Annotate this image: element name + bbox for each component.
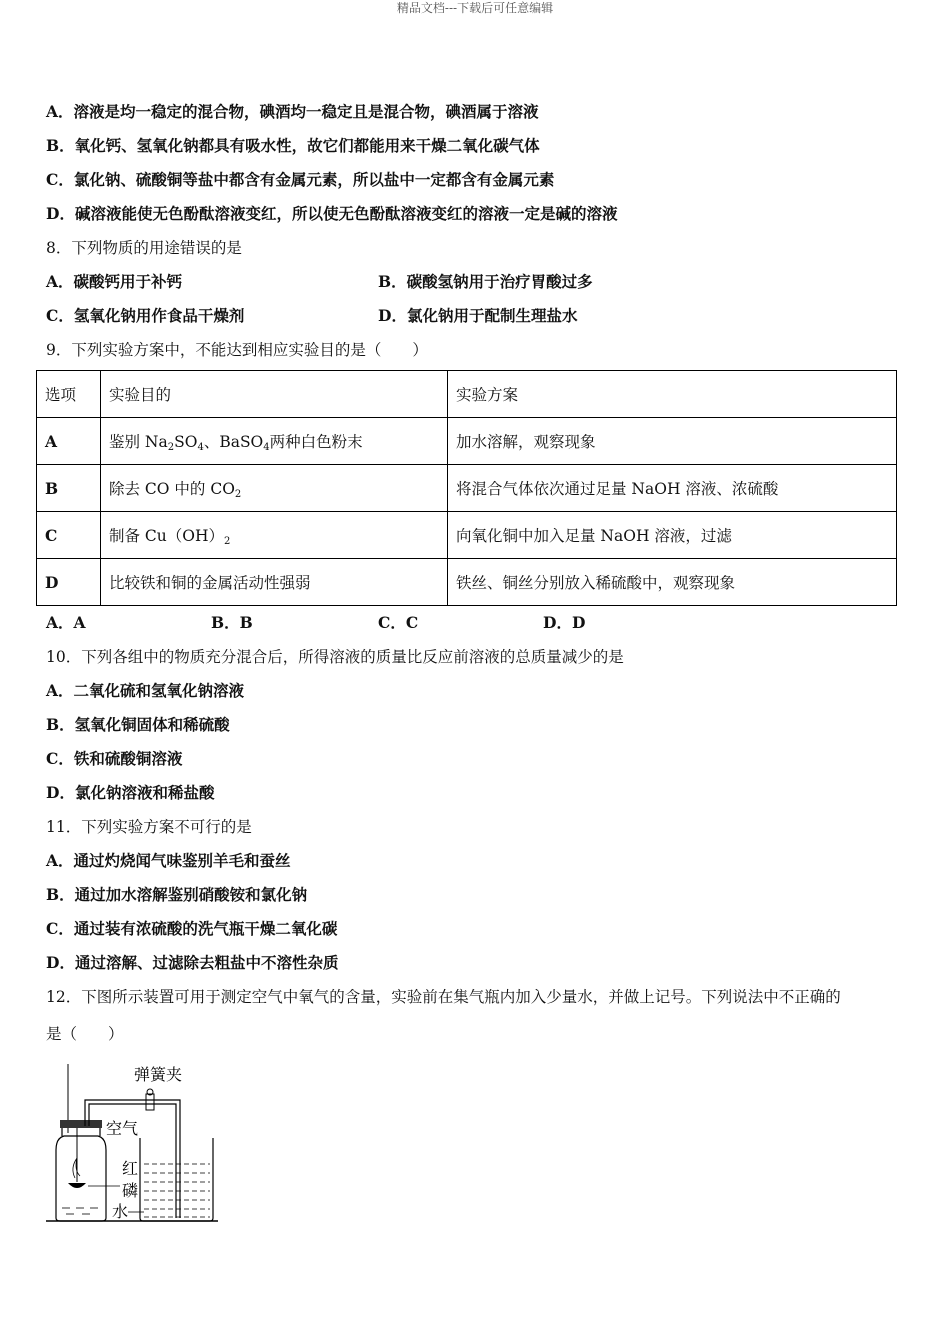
row-option: C (37, 512, 101, 559)
row-plan: 向氧化铜中加入足量 NaOH 溶液，过滤 (448, 512, 897, 559)
table-row (37, 512, 897, 559)
table-header-row (37, 371, 897, 418)
clip-label: 弹簧夹 (134, 1065, 183, 1084)
air-label: 空气 (106, 1119, 139, 1138)
table-row (37, 465, 897, 512)
q7-option-b: B．氧化钙、氢氧化钠都具有吸水性，故它们都能用来干燥二氧化碳气体 (46, 136, 540, 155)
bottle-water (62, 1208, 98, 1214)
q10-option-c: C．铁和硫酸铜溶液 (46, 749, 183, 768)
apparatus-diagram (40, 1058, 230, 1228)
q9-answer-d: D．D (543, 613, 586, 632)
q12-stem-line2: 是（ ） (46, 1025, 124, 1043)
q8-option-b: B．碳酸氢钠用于治疗胃酸过多 (378, 272, 593, 291)
q9-stem: 9．下列实验方案中，不能达到相应实验目的是（ ） (46, 341, 428, 359)
page-header: 精品文档---下载后可任意编辑 (396, 1, 554, 15)
table-row (37, 559, 897, 606)
q7-option-a: A．溶液是均一稳定的混合物，碘酒均一稳定且是混合物，碘酒属于溶液 (46, 102, 539, 121)
row-plan: 加水溶解，观察现象 (448, 418, 897, 465)
q9-answer-a: A．A (46, 613, 86, 632)
q10-option-a: A．二氧化硫和氢氧化钠溶液 (46, 681, 245, 700)
q9-answer-b: B．B (211, 613, 253, 632)
q8-option-a: A．碳酸钙用于补钙 (46, 272, 183, 291)
beaker-water (144, 1164, 210, 1217)
row-option: B (37, 465, 101, 512)
table-header-plan: 实验方案 (448, 371, 897, 418)
row-plan: 将混合气体依次通过足量 NaOH 溶液、浓硫酸 (448, 465, 897, 512)
q11-option-a: A．通过灼烧闻气味鉴别羊毛和蚕丝 (46, 851, 291, 870)
row-goal: 比较铁和铜的金属活动性强弱 (101, 559, 448, 606)
q11-option-b: B．通过加水溶解鉴别硝酸铵和氯化钠 (46, 885, 308, 904)
q8-option-c: C．氢氧化钠用作食品干燥剂 (46, 306, 245, 325)
combustion-spoon (68, 1183, 86, 1188)
q7-option-d: D．碱溶液能使无色酚酞溶液变红，所以使无色酚酞溶液变红的溶液一定是碱的溶液 (46, 204, 618, 223)
q10-stem: 10．下列各组中的物质充分混合后，所得溶液的质量比反应前溶液的总质量减少的是 (46, 648, 624, 666)
water-label: 水 (112, 1202, 129, 1221)
q9-table (36, 370, 897, 606)
row-goal: 鉴别 $Na_2SO_4$、BaSO$_4$两种白色粉末 (101, 418, 448, 465)
q10-option-d: D．氯化钠溶液和稀盐酸 (46, 783, 215, 802)
phosphorus-label-2: 磷 (122, 1181, 139, 1200)
q9-answer-c: C．C (378, 613, 419, 632)
flame-icon (73, 1158, 80, 1178)
q11-stem: 11．下列实验方案不可行的是 (46, 818, 252, 836)
row-option: A (37, 418, 101, 465)
row-goal: 除去 CO 中的 $CO_2$ (101, 465, 448, 512)
table-header-option: 选项 (37, 371, 101, 418)
bottle-stopper (60, 1120, 102, 1128)
phosphorus-label-1: 红 (122, 1159, 139, 1178)
row-option: D (37, 559, 101, 606)
q10-option-b: B．氢氧化铜固体和稀硫酸 (46, 715, 230, 734)
q8-stem: 8．下列物质的用途错误的是 (46, 239, 242, 257)
table-row (37, 418, 897, 465)
apparatus-figure (40, 1058, 230, 1228)
row-plan: 铁丝、铜丝分别放入稀硫酸中，观察现象 (448, 559, 897, 606)
q11-option-c: C．通过装有浓硫酸的洗气瓶干燥二氧化碳 (46, 919, 338, 938)
table-header-goal: 实验目的 (101, 371, 448, 418)
q7-option-c: C．氯化钠、硫酸铜等盐中都含有金属元素，所以盐中一定都含有金属元素 (46, 170, 555, 189)
row-goal: 制备 $Cu(OH)_2$ (101, 512, 448, 559)
q8-option-d: D．氯化钠用于配制生理盐水 (378, 306, 578, 325)
spring-clip-icon (146, 1094, 154, 1110)
gas-bottle (56, 1126, 106, 1221)
q12-stem-line1: 12．下图所示装置可用于测定空气中氧气的含量，实验前在集气瓶内加入少量水，并做上记号。下列说法中不正确的 (46, 988, 841, 1006)
q11-option-d: D．通过溶解、过滤除去粗盐中不溶性杂质 (46, 953, 339, 972)
